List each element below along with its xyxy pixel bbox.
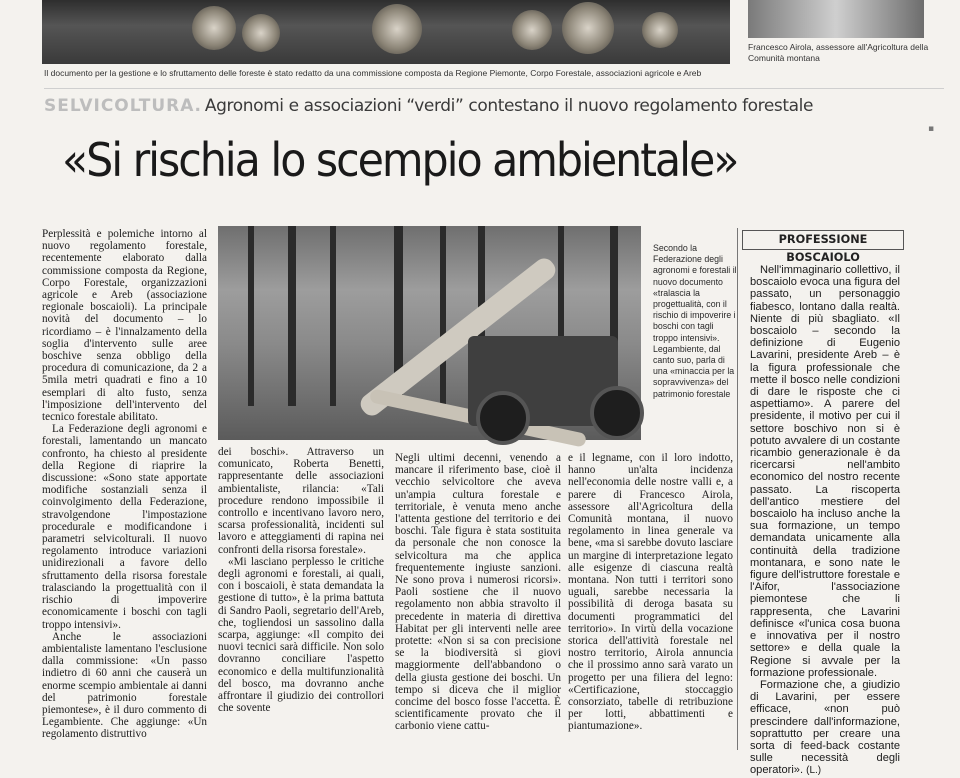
divider <box>44 88 944 89</box>
sidebar-paragraph: Nell'immaginario collettivo, il boscaiolo evoca una figura del passato, un personaggio fiabesco, lontano dalla realtà. Niente di più sbagliato. «Il boscaiolo – secondo la definizione di Eugenio Lavarini, presidente Areb – è la figura professionale che mette il bosco nelle condizioni di dare le risposte che ci aspettiamo». A parere del presidente, il motivo per cui il settore boschivo non si è potuto avvalere di un costante ricambio generazionale è da ricercarsi nell'ambito economico del nostro recente passato. La riscoperta dell'antico mestiere del boscaiolo ha incluso anche la sua formazione, un tempo demandata unicamente alla continuità della tradizione montanara, e sono nate le figure dell'istruttore forestale e l'Aifor, l'associazione piemontese che li rappresenta, che Lavarini definisce «l'unica cosa buona e innovativa per il nostro settore» e della quale la Regione si avvale per la formazione professionale. <box>750 264 900 679</box>
portrait-caption: Francesco Airola, assessore all'Agricoltura della Comunità montana <box>748 42 929 63</box>
forestry-tractor-photo <box>218 226 641 440</box>
corner-mark-icon: ▪ <box>928 124 935 134</box>
paragraph: Anche le associazioni ambientaliste lamentano l'esclusione dalla commissione: «Un passo indietro di 60 anni che causerà un enorme scempio ambientale ai danni del patrimonio forestale piemontese», è il duro commento di Legambiente. Che aggiunge: «Un regolamento distruttivo <box>42 630 207 741</box>
sidebar-title: PROFESSIONE BOSCAIOLO <box>742 230 904 250</box>
paragraph: Negli ultimi decenni, venendo a mancare il riferimento base, cioè il vecchio selvicoltore che aveva un'ampia cultura forestale e territoriale, è venuta meno anche l'attenta gestione del territorio e dei boschi. Tale figura è stata sostituita da personale che non conosce la selvicoltura ma che applica frequentemente ingiuste sanzioni. Ne sono prova i numerosi ricorsi». Paoli sostiene che il nuovo regolamento non abbia stravolto il precedente in materia di direttiva Habitat per gli interventi nelle aree protette: «Non si sa con precisione se la biodiversità si giovi maggiormente dell'abbandono o della giusta gestione dei boschi. Un tempo si diceva che il miglior concime del bosco fosse l'accetta. È scientificamente provato che il carbonio viene cattu- <box>395 452 561 733</box>
sidebar-body <box>750 264 900 777</box>
article-column-1 <box>42 228 207 750</box>
kicker <box>44 96 924 116</box>
portrait-photo <box>748 0 924 38</box>
sidebar-paragraph-text: Formazione che, a giudizio di Lavarini, per essere efficace, «non può prescindere dall'informazione, soprattutto per creare una sorta di feed-back costante sulle necessità degli operatori». <box>750 678 900 777</box>
kicker-text: Agronomi e associazioni “verdi” contestano il nuovo regolamento forestale <box>204 96 814 116</box>
top-photo-caption: Il documento per la gestione e lo sfruttamento delle foreste è stato redatto da una commissione composta da Regione Piemonte, Corpo Forestale, associazioni agricole e Areb <box>44 68 702 78</box>
paragraph: «Mi lasciano perplesso le critiche degli agronomi e forestali, ai quali, con i boscaioli, è stata demandata la gestione di tutto», è la prima battuta di Sandro Paoli, segretario dell'Areb, che, togliendosi un sassolino dalla scarpa, aggiunge: «Il compito dei nuovi tecnici sarà difficile. Non solo dovranno conciliare l'aspetto economico e della multifunzionalità del bosco, ma dovranno anche affrontare il giudizio dei controllori che sovente <box>218 555 384 715</box>
sidebar-paragraph <box>750 679 900 778</box>
article-column-3 <box>395 452 561 750</box>
headline: «Si rischia lo scempio ambientale» <box>62 133 738 187</box>
paragraph: Perplessità e polemiche intorno al nuovo regolamento forestale, recentemente elaborato dalla commissione composta da Regione, Corpo Forestale, organizzazioni agricole e Areb (associazione regionale boscaioli). La principale novità del documento – lo ricordiamo – è l'innalzamento della soglia d'intervento sulle aree boschive senza obbligo della procedura di comunicazione, da 2 a 5mila metri quadrati e fino a 10 esemplari di alto fusto, senza l'imposizione dell'intervento del tecnico forestale abilitato. <box>42 228 207 424</box>
paragraph: La Federazione degli agronomi e forestali, lamentando un mancato confronto, ha chiesto al presidente della Regione di riaprire la discussione: «Sono state apportate modifiche sostanziali senza il coinvolgimento della Federazione, stravolgendone l'impostazione procedurale e modificandone i parametri selvicolturali. Il nuovo regolamento introduce variazioni unidirezionali a favore dello sfruttamento della risorsa forestale tralasciando la progettualità con il rischio di impoverire economicamente i boschi con tagli troppo intensivi». <box>42 423 207 631</box>
section-separator: . <box>194 96 201 116</box>
main-photo-caption: Secondo la Federazione degli agronomi e forestali il nuovo documento «tralascia la progettualità, con il rischio di impoverire i boschi con tagli troppo intensivi». Legambiente, dal canto suo, parla di una «minaccia per la sopravvivenza» del patrimonio forestale <box>653 243 737 399</box>
sidebar-signature: (L.) <box>806 765 822 777</box>
article-column-4 <box>568 452 733 750</box>
article-column-2 <box>218 446 384 750</box>
paragraph: dei boschi». Attraverso un comunicato, Roberta Benetti, rappresentante delle associazioni ambientaliste, rilancia: «Tali procedure rendono impossibile il controllo e incentivano lavoro nero, scarsa professionalità, incidenti sul lavoro e atteggiamenti di rapina nei confronti della risorsa forestale». <box>218 446 384 556</box>
section-label: SELVICOLTURA <box>44 96 195 116</box>
paragraph: e il legname, con il loro indotto, hanno un'alta incidenza nell'economia delle nostre valli e, a parere di Francesco Airola, assessore all'Agricoltura della Comunità montana, il nuovo regolamento in linea generale va bene, «ma si sarebbe dovuto lasciare un margine di interpretazione legato alle esigenze di ciascuna realtà montana. Non tutti i territori sono uguali, sarebbe necessaria la possibilità di deroga basata su documenti programmatici del territorio». In virtù della vocazione storica dell'attività forestale nel nostro territorio, Airola annuncia che il prossimo anno sarà varato un progetto per una filiera del legno: «Certificazione, stoccaggio consorziato, tabelle di retribuzione per lotti, abbattimenti e piantumazione». <box>568 452 733 733</box>
top-photo-logs <box>42 0 730 64</box>
